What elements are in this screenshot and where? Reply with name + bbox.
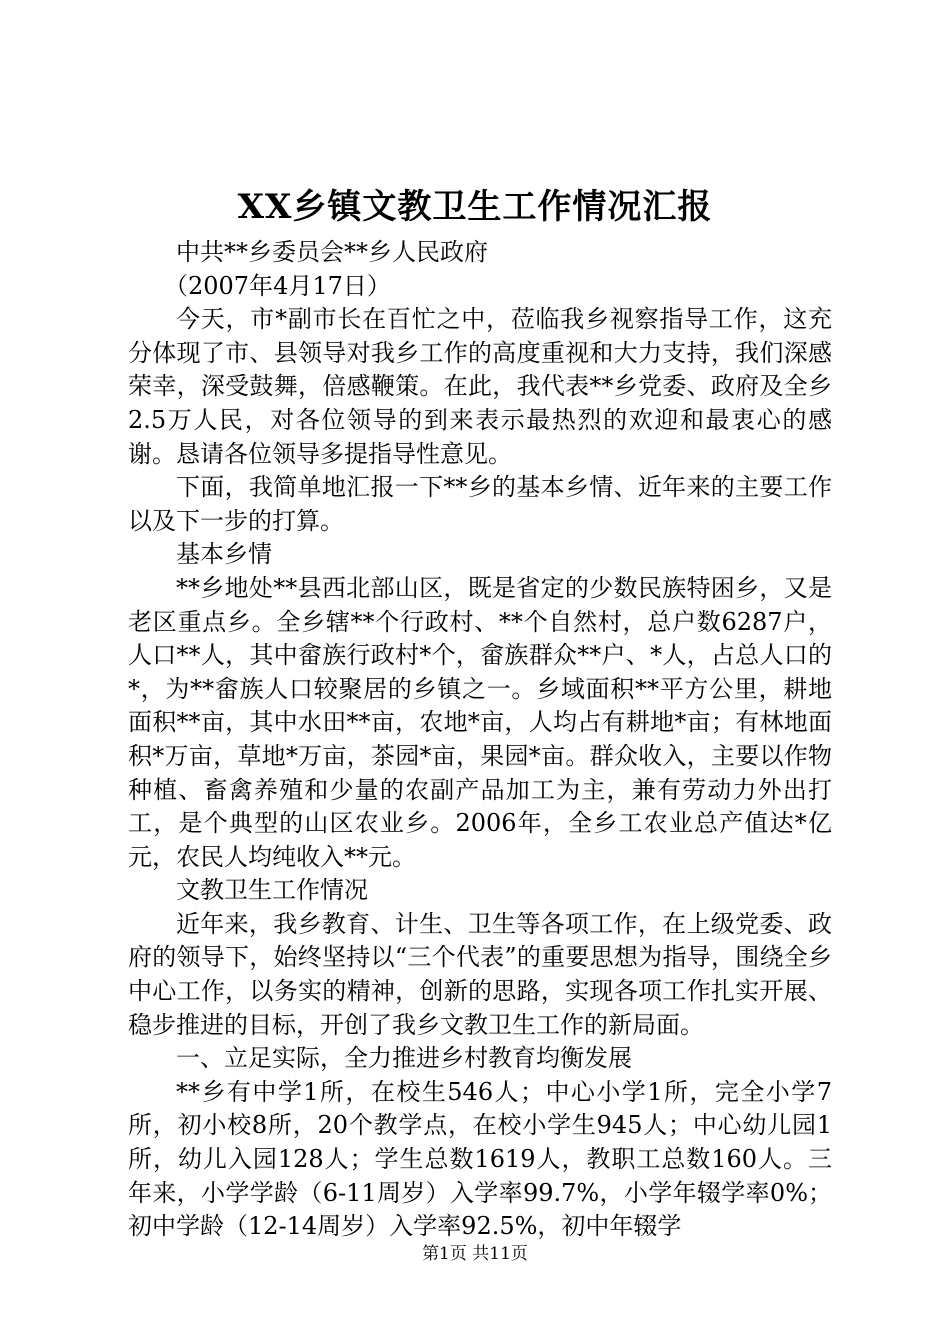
- page-footer: 第1页 共11页: [422, 1244, 528, 1264]
- document-body: [128, 236, 832, 1244]
- section-heading: 一、立足实际，全力推进乡村教育均衡发展: [176, 1044, 632, 1073]
- date-line: （2007年4月17日）: [164, 271, 391, 300]
- section-heading: 文教卫生工作情况: [176, 876, 368, 905]
- paragraph: **乡地处**县西北部山区，既是省定的少数民族特困乡，又是老区重点乡。全乡辖**个行政村、**个自然村，总户数6287户，人口**人，其中畲族行政村*个，畲族群众**户、*人，占总人口的*，为**畲族人口较聚居的乡镇之一。乡域面积**平方公里，耕地面积**亩，其中水田**亩，农地*亩，人均占有耕地*亩；有林地面积*万亩，草地*万亩，茶园*亩，果园*亩。群众收入，主要以作物种植、畜禽养殖和少量的农副产品加工为主，兼有劳动力外出打工，是个典型的山区农业乡。2006年，全乡工农业总产值达*亿元，农民人均纯收入**元。: [128, 573, 832, 871]
- document-title: XX乡镇文教卫生工作情况汇报: [237, 187, 713, 227]
- paragraph: 下面，我简单地汇报一下**乡的基本乡情、近年来的主要工作以及下一步的打算。: [128, 473, 832, 535]
- section-heading: 基本乡情: [176, 540, 272, 569]
- paragraph: 今天，市*副市长在百忙之中，莅临我乡视察指导工作，这充分体现了市、县领导对我乡工作的高度重视和大力支持，我们深感荣幸，深受鼓舞，倍感鞭策。在此，我代表**乡党委、政府及全乡2.5万人民，对各位领导的到来表示最热烈的欢迎和最衷心的感谢。恳请各位领导多提指导性意见。: [128, 305, 832, 468]
- paragraph: **乡有中学1所，在校生546人；中心小学1所，完全小学7所，初小校8所，20个教学点，在校小学生945人；中心幼儿园1所，幼儿入园128人；学生总数1619人，教职工总数160人。三年来，小学学龄（6-11周岁）入学率99.7%，小学年辍学率0%；初中学龄（12-14周岁）入学率92.5%，初中年辍学: [128, 1077, 832, 1241]
- paragraph: 近年来，我乡教育、计生、卫生等各项工作，在上级党委、政府的领导下，始终坚持以“三个代表”的重要思想为指导，围绕全乡中心工作，以务实的精神，创新的思路，实现各项工作扎实开展、稳步推进的目标，开创了我乡文教卫生工作的新局面。: [128, 909, 832, 1039]
- issuer-line: 中共**乡委员会**乡人民政府: [176, 238, 488, 266]
